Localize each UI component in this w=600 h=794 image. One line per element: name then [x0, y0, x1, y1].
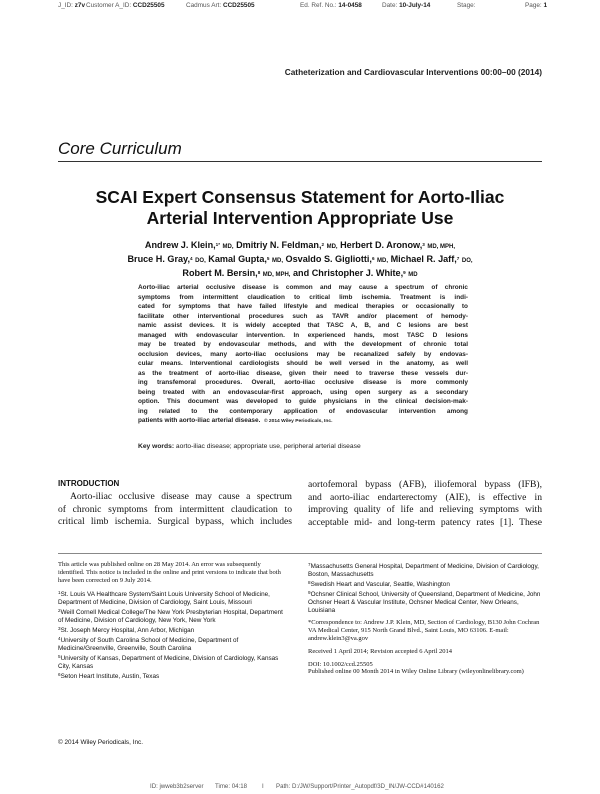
published-online: Published online 00 Month 2014 in Wiley Online Library (wileyonlinelibrary.com) [308, 668, 524, 676]
title-line-2: Arterial Intervention Appropriate Use [146, 208, 454, 228]
production-footer-bar [0, 781, 600, 794]
footnotes-right [308, 561, 542, 676]
abstract-line: facilitate other interventional procedures such as TAVR and/or placement of hemody- [138, 312, 468, 320]
cadmus-art-field: Cadmus Art: CCD25505 [186, 2, 255, 9]
intro-line: acceptable mid- and long-term patency rates [1]. These [308, 516, 542, 528]
author-degree: MD, MPH, [262, 272, 291, 278]
keywords-label: Key words: [138, 443, 175, 450]
page-field: Page: 1 [525, 2, 548, 9]
intro-right-column [308, 479, 542, 529]
author-name: Osvaldo S. Gigliotti, [285, 254, 372, 264]
intro-left-column [58, 491, 292, 529]
author-name: Herbert D. Aronow, [340, 240, 423, 250]
abstract-line: occlusion devices, many aorto-iliac occlusions may be recanalized safely by endovas- [138, 350, 468, 358]
footnote-rule [58, 553, 542, 554]
affiliation-item: $^5$University of Kansas, Department of Medicine, Division of Cardiology, Kansas City, Kansas [58, 653, 279, 670]
author-affil: 5 [266, 256, 270, 261]
separator: I [262, 783, 264, 790]
affiliation-item: $^7$Massachusetts General Hospital, Department of Medicine, Division of Cardiology, Boston, Massachusetts [308, 562, 539, 578]
correspondence: *Correspondence to: Andrew J.P. Klein, MD, Section of Cardiology, B130 John Cochran VA Medical Center, 915 North Grand Blvd., Saint Louis, MO 63106. E-mail: andrew.klein3@va.gov [308, 619, 540, 643]
abstract-line: symptoms from intermittent claudication to critical limb ischemia. Treatment is indi- [138, 293, 468, 301]
intro-line: critical limb ischemia. Surgical bypass, which includes [58, 516, 292, 527]
author-name: Bruce H. Gray, [127, 254, 190, 264]
received-dates: Received 1 April 2014; Revision accepted 6 April 2014 [308, 647, 453, 655]
path-field: Path: D:/JW/Support/Printer_Autopdf/3D_IN/JW-CCD#140162 [276, 783, 444, 790]
affiliation-item: $^4$University of South Carolina School of Medicine, Department of Medicine/Greenville, Greenville, South Carolina [58, 635, 239, 652]
abstract-line: cular means. Interventional cardiologists should be well versed in the anatomy, as well [138, 360, 468, 367]
author-affil: 8 [257, 270, 261, 275]
keywords-text: aorto-iliac disease; appropriate use, peripheral arterial disease [175, 443, 361, 450]
publication-notice: This article was published online on 28 May 2014. An error was subsequently identified. This notice is included in the online and print versions to indicate that both have been corrected on 9 July 2014. [58, 561, 281, 584]
date-field: Date: 10-July-14 [382, 2, 431, 9]
author-affil: 6 [371, 256, 375, 261]
author-name: Dmitriy N. Feldman, [236, 240, 322, 250]
abstract-line: namic assist devices. It is widely accepted that TASC A, B, and C lesions are best [138, 322, 468, 329]
abstract-line: cated for symptoms that have failed lifestyle and medical therapies or occasionally to [138, 303, 468, 310]
affiliation-item: $^6$Seton Heart Institute, Austin, Texas [58, 671, 160, 680]
abstract-line: may be treated by endovascular methods, and with the development of chronic total [138, 341, 468, 348]
author-degree: MD, [272, 258, 283, 264]
intro-line: of chronic symptoms from intermittent claudication to [58, 503, 292, 515]
intro-line: and aorto-iliac endarterectomy (AIE), is effective in [308, 491, 542, 503]
keywords [138, 443, 468, 450]
author-list [58, 239, 542, 281]
author-degree: MD, [222, 244, 234, 250]
abstract-line: Aorto-iliac arterial occlusive disease is common and may cause a spectrum of chronic [138, 284, 468, 291]
author-degree: MD [408, 272, 418, 278]
section-rule [58, 161, 542, 162]
j-id-field: J_ID: z7v [58, 2, 86, 9]
affiliation-item: $^2$Weill Cornell Medical College/The New York Presbyterian Hospital, Department of Medicine, Division of Cardiology, New York, New York [58, 608, 283, 625]
affiliation-list-left [58, 589, 286, 680]
author-name: Andrew J. Klein, [144, 240, 216, 250]
author-name: and Christopher J. White, [293, 268, 404, 278]
abstract-last-line: patients with aorto-iliac arterial disease. © 2014 Wiley Periodicals, Inc. [138, 417, 333, 424]
ed-ref-field: Ed. Ref. No.: 14-0458 [300, 2, 362, 9]
abstract-copyright: © 2014 Wiley Periodicals, Inc. [263, 419, 333, 424]
author-affil: 3 [422, 242, 425, 247]
section-label: Core Curriculum [58, 139, 182, 158]
abstract-line: managed with endovascular intervention. In experienced hands, most TASC D lesions [138, 331, 468, 339]
author-degree: MD, MPH, [427, 244, 456, 250]
author-degree: MD, [377, 258, 389, 264]
abstract-line: option. This document was developed to guide physicians in the clinical decision-mak- [138, 398, 468, 405]
author-affil: 4 [189, 256, 193, 261]
author-degree: DO, [461, 258, 473, 264]
author-name: Kamal Gupta, [208, 254, 267, 264]
author-line-2 [58, 253, 542, 267]
affiliation-item: $^8$Swedish Heart and Vascular, Seattle, Washington [308, 579, 450, 588]
author-affil: 2 [321, 242, 325, 247]
introduction-heading: INTRODUCTION [58, 479, 120, 488]
stage-field: Stage: [457, 2, 476, 9]
author-name: Robert M. Bersin, [182, 268, 258, 278]
customer-id-field: Customer A_ID: CCD25505 [86, 2, 165, 9]
intro-line: aortofemoral bypass (AFB), iliofemoral bypass (IFB), [308, 479, 542, 490]
article-title [58, 187, 542, 229]
page-copyright: © 2014 Wiley Periodicals, Inc. [58, 739, 143, 746]
abstract [138, 283, 468, 427]
abstract-line: ing related to the contemporary application of endovascular intervention among [138, 407, 468, 415]
intro-line: improving quality of life and relieving symptoms with [308, 504, 542, 515]
time-field: Time: 04:18 [215, 783, 247, 790]
server-id-field: ID: jwweb3b2server [150, 783, 204, 790]
author-degree: MD, [326, 244, 338, 250]
affiliation-item: $^1$St. Louis VA Healthcare System/Saint Louis University School of Medicine, Department of Medicine, Division of Cardiology, Saint Louis, Missouri [58, 590, 270, 607]
abstract-line: as the treatment of aorto-iliac disease, given their need to traverse these vessels dur- [138, 369, 468, 377]
author-line-1 [58, 239, 542, 253]
footnotes-left [58, 561, 286, 685]
author-affil: 1* [215, 242, 221, 247]
author-degree: DO, [195, 258, 206, 264]
abstract-line: ing transfemoral procedures. Overall, aorto-iliac occlusive disease is more commonly [138, 379, 468, 386]
affiliation-list-right [308, 561, 542, 614]
affiliation-item: $^9$Ochsner Clinical School, University of Queensland, Department of Medicine, John Ochsner Heart & Vascular Institute, Ochsner Medical Center, New Orleans, Louisiana [308, 589, 541, 614]
intro-line: Aorto-iliac occlusive disease may cause a spectrum [70, 491, 292, 502]
author-affil: 7 [456, 256, 460, 261]
author-name: Michael R. Jaff, [390, 254, 457, 264]
author-line-3 [58, 267, 542, 281]
production-header-bar [0, 0, 600, 14]
abstract-line: being treated with an endovascular-first approach, using open surgery as a secondary [138, 388, 468, 396]
title-line-1: SCAI Expert Consensus Statement for Aorto-Iliac [95, 187, 505, 207]
author-affil: 9 [403, 270, 406, 275]
affiliation-item: $^3$St. Joseph Mercy Hospital, Ann Arbor, Michigan [58, 626, 195, 635]
doi: DOI: 10.1002/ccd.25505 [308, 660, 373, 668]
journal-citation: Catheterization and Cardiovascular Interventions 00:00–00 (2014) [284, 67, 542, 77]
